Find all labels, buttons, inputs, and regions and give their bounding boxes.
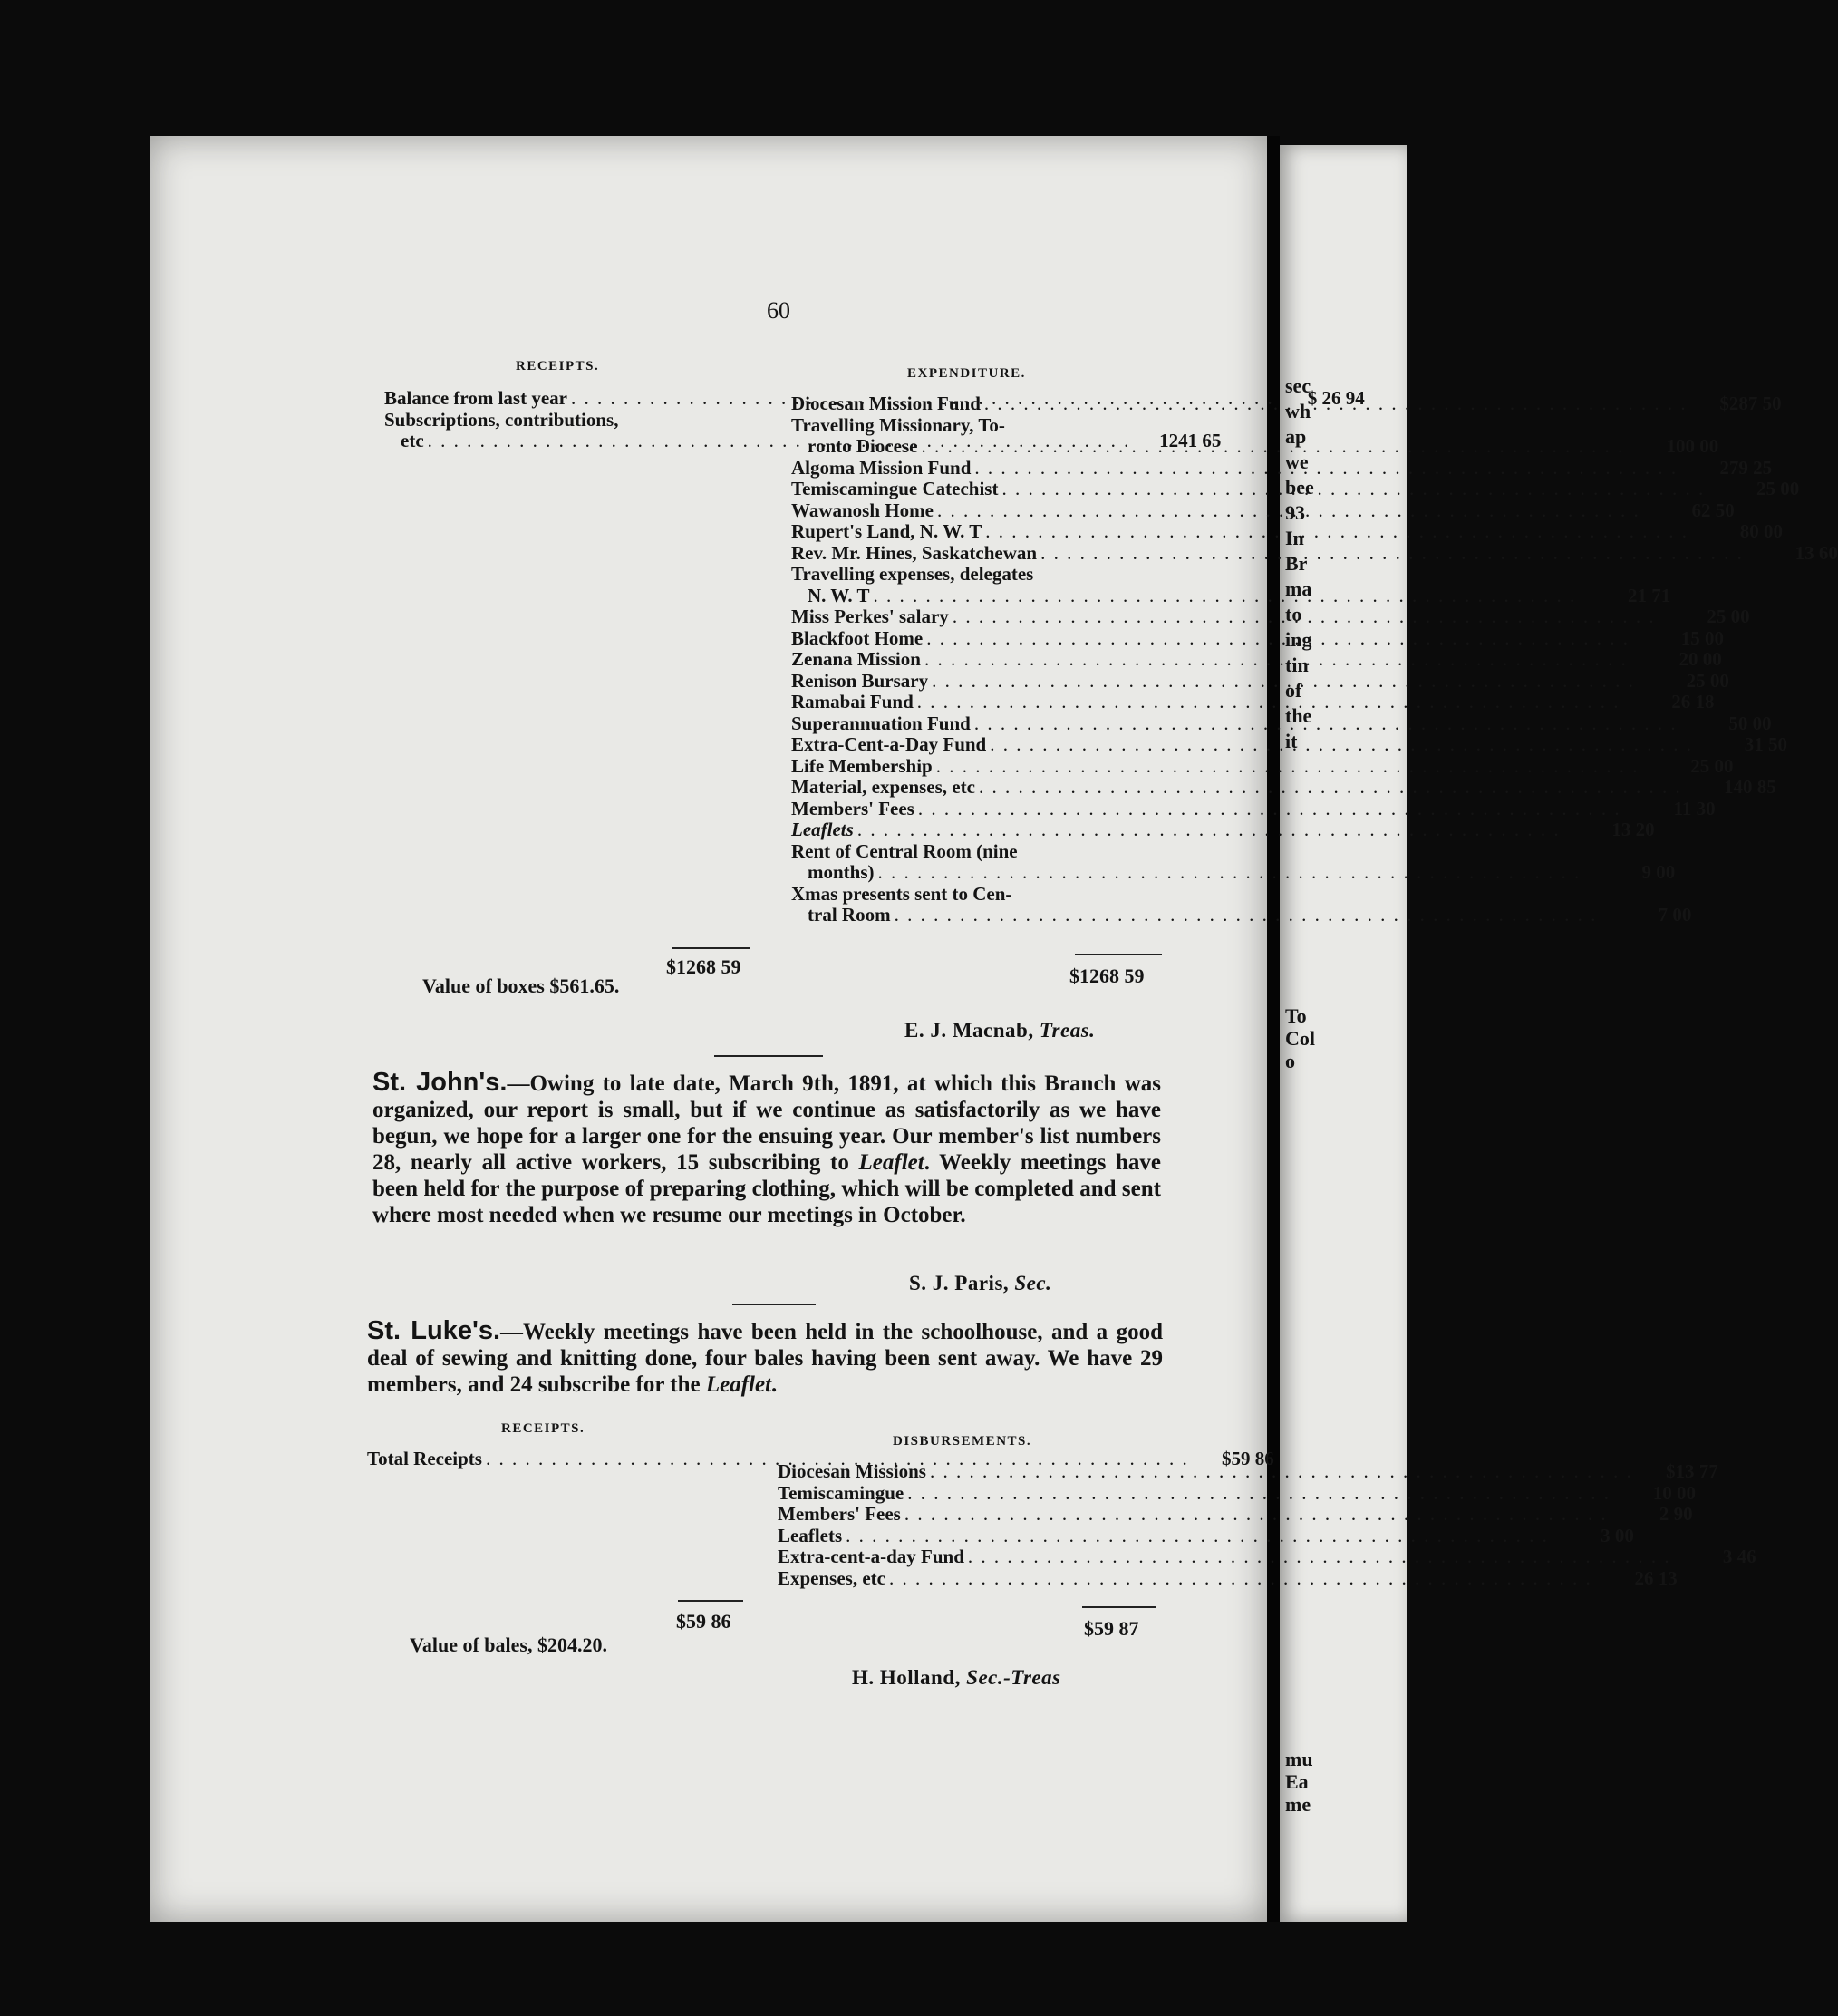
ledger-label: Wawanosh Home — [791, 499, 934, 521]
leaflet-title: Leaflet — [858, 1150, 924, 1175]
disbursements-total-rule — [1082, 1606, 1156, 1608]
disbursements-list — [778, 1460, 1756, 1589]
facing-page-fragment: sec — [1285, 374, 1311, 397]
facing-page-fragment: To — [1285, 1004, 1307, 1027]
ledger-row — [791, 415, 1168, 437]
ledger-amount: 1241 65 — [1159, 430, 1222, 451]
ledger-amount: 25 00 — [1707, 606, 1750, 627]
leader-dots — [1001, 479, 1705, 500]
ledger-label: Life Membership — [791, 754, 933, 777]
leader-dots — [974, 713, 1678, 735]
ledger-row — [791, 691, 1715, 713]
expenditure-heading: EXPENDITURE. — [907, 366, 1026, 381]
st-johns-paragraph — [372, 1070, 1161, 1228]
facing-page-fragments-bottom — [1285, 1748, 1313, 1816]
ledger-label: Zenana Mission — [791, 648, 921, 670]
ledger-label: Members' Fees — [791, 797, 914, 819]
leader-dots — [930, 1461, 1633, 1483]
ledger-amount: 25 00 — [1686, 669, 1729, 692]
ledger-label: Leaflets — [778, 1524, 843, 1546]
ledger-amount: $59 86 — [1221, 1448, 1274, 1469]
ledger-label: Ramabai Fund — [791, 691, 914, 712]
ledger-row — [791, 841, 1168, 863]
ledger-amount: $13 77 — [1665, 1460, 1718, 1482]
ledger-amount: 9 00 — [1641, 861, 1676, 883]
ledger-amount: 26 18 — [1671, 691, 1715, 712]
ledger-label: Renison Bursary — [791, 669, 929, 692]
facing-page-fragment: of — [1285, 679, 1302, 702]
ledger-label: Members' Fees — [778, 1503, 901, 1525]
leader-dots — [857, 819, 1561, 841]
facing-page-fragments-middle — [1285, 1004, 1315, 1072]
ledger-row — [791, 904, 1692, 926]
leader-dots — [936, 756, 1640, 778]
leader-dots — [932, 671, 1635, 693]
leaflet-title: Leaflet — [705, 1372, 772, 1397]
ledger-amount: 3 00 — [1601, 1524, 1634, 1546]
leader-dots — [926, 628, 1630, 650]
ledger-label: Miss Perkes' salary — [791, 606, 949, 627]
ledger-amount: 2 90 — [1659, 1503, 1693, 1525]
facing-page-fragment: 93 — [1285, 501, 1305, 524]
ledger-row — [791, 564, 1168, 586]
leader-dots — [907, 1483, 1611, 1505]
disbursements-total: $59 87 — [1084, 1617, 1139, 1640]
facing-page-fragment: Col — [1285, 1027, 1315, 1050]
ledger-label: Balance from last year — [384, 387, 567, 409]
ledger-amount: 80 00 — [1739, 520, 1784, 542]
ledger-label: Diocesan Mission Fund — [791, 393, 981, 414]
section-divider — [732, 1304, 816, 1305]
leader-dots — [990, 734, 1693, 756]
leader-dots — [979, 777, 1682, 799]
signature-name: H. Holland, — [852, 1666, 961, 1689]
ledger-row — [778, 1481, 1696, 1505]
ledger-amount: 62 50 — [1691, 499, 1735, 521]
facing-page-fragment: bee — [1285, 476, 1314, 499]
facing-page-fragment: Br — [1285, 552, 1308, 575]
ledger-label: tral Room — [808, 904, 891, 926]
ledger-amount: 100 00 — [1666, 435, 1719, 457]
expenditure-total: $1268 59 — [1069, 964, 1145, 987]
leader-dots — [1040, 543, 1744, 565]
facing-page-fragment: mu — [1285, 1748, 1313, 1770]
signature-role: Treas. — [1039, 1019, 1096, 1042]
facing-page-fragment: wh — [1285, 400, 1311, 422]
page-number: 60 — [767, 297, 790, 324]
ledger-row — [791, 884, 1168, 906]
leader-dots — [922, 436, 1625, 458]
ledger-label: Temiscamingue Catechist — [791, 478, 999, 499]
ledger-label: Algoma Mission Fund — [791, 456, 972, 479]
facing-page-fragment: to — [1285, 603, 1302, 625]
ledger-amount: 11 30 — [1673, 797, 1716, 819]
ledger-row — [778, 1503, 1693, 1526]
leader-dots — [968, 1546, 1671, 1568]
facing-page-fragment: the — [1285, 704, 1312, 727]
ledger-label: Blackfoot Home — [791, 626, 924, 649]
ledger-label: Temiscamingue — [778, 1481, 904, 1504]
ledger-amount: 3 46 — [1722, 1546, 1756, 1567]
ledger-row — [778, 1566, 1678, 1590]
ledger-label: Xmas presents sent to Cen- — [791, 882, 1012, 905]
receipts-total: $59 86 — [676, 1610, 731, 1633]
facing-page-fragment: it — [1285, 730, 1298, 752]
facing-page-fragment: In — [1285, 527, 1304, 549]
ledger-amount: 31 50 — [1744, 733, 1787, 755]
receipts-total-rule — [672, 947, 750, 949]
leader-dots — [889, 1568, 1592, 1590]
leader-dots — [918, 799, 1621, 820]
ledger-label: Diocesan Missions — [778, 1460, 926, 1482]
leader-dots — [878, 862, 1582, 884]
value-of-bales-note: Value of bales, $204.20. — [410, 1633, 607, 1656]
st-johns-text: —Owing to late date, March 9th, 1891, at which this Branch was organized, our report is small, but if we continue as satisfactorily as we have begun, we hope for a larger one for the ensuing year. Our member's list numbers 28, nearly all active workers, 15 subscribing to Leaflet. Weekly meetings have been held for the purpose of preparing clothing, which will be completed and sent where most needed when we resume our meetings in October. — [372, 1071, 1161, 1227]
ledger-amount: 7 00 — [1658, 904, 1692, 926]
ledger-amount: 50 00 — [1728, 712, 1772, 734]
signature-role: Sec.-Treas — [966, 1666, 1061, 1689]
ledger-amount: 13 60 — [1794, 541, 1838, 564]
ledger-label: Travelling expenses, delegates — [791, 563, 1034, 585]
ledger-amount: 10 00 — [1652, 1481, 1696, 1504]
leader-dots — [924, 649, 1628, 671]
leader-dots — [985, 521, 1688, 543]
ledger-amount: 21 71 — [1628, 584, 1671, 606]
ledger-row — [791, 819, 1655, 841]
ledger-row — [791, 776, 1776, 799]
leader-dots — [874, 586, 1577, 607]
ledger-amount: 279 25 — [1719, 456, 1773, 479]
leader-dots — [917, 692, 1620, 713]
signature-role: Sec. — [1014, 1272, 1052, 1294]
st-johns-signature — [909, 1272, 1051, 1295]
leader-dots — [846, 1526, 1549, 1547]
facing-page-fragment: o — [1285, 1050, 1295, 1072]
section-divider — [714, 1055, 823, 1057]
ledger-label: Extra-cent-a-day Fund — [778, 1546, 964, 1567]
ledger-amount: $287 50 — [1719, 393, 1782, 414]
ledger-row — [367, 1448, 1274, 1470]
facing-page-fragment: ap — [1285, 425, 1307, 448]
treasurer-signature — [904, 1019, 1095, 1042]
st-lukes-text: —Weekly meetings have been held in the schoolhouse, and a good deal of sewing and knitting done, four bales having been sent away. We have 29 members, and 24 subscribe for the Leaflet. — [367, 1320, 1163, 1397]
ledger-label: Travelling Missionary, To- — [791, 413, 1005, 436]
leader-dots — [904, 1504, 1608, 1526]
leader-dots — [953, 606, 1656, 628]
st-johns-heading: St. John's. — [372, 1068, 508, 1097]
ledger-row — [791, 797, 1716, 820]
ledger-label: Material, expenses, etc — [791, 776, 975, 798]
facing-page-fragment: Ea — [1285, 1770, 1309, 1793]
ledger-amount: 25 00 — [1756, 478, 1800, 499]
ledger-label: Rupert's Land, N. W. T — [791, 520, 982, 542]
expenditure-total-rule — [1075, 954, 1162, 955]
ledger-label: etc — [401, 430, 424, 451]
ledger-label: Extra-Cent-a-Day Fund — [791, 733, 987, 755]
ledger-label: ronto Diocese — [808, 435, 918, 457]
ledger-label: Rev. Mr. Hines, Saskatchewan — [791, 541, 1038, 564]
facing-page-fragment: ing — [1285, 628, 1312, 651]
receipts-total: $1268 59 — [666, 955, 741, 978]
ledger-label: Total Receipts — [367, 1448, 482, 1469]
st-lukes-paragraph — [367, 1318, 1163, 1398]
receipts-list — [367, 1448, 1274, 1470]
ledger-row — [778, 1524, 1634, 1547]
st-lukes-heading: St. Luke's. — [367, 1316, 501, 1345]
ledger-amount: 25 00 — [1690, 754, 1734, 777]
ledger-label: Subscriptions, contributions, — [384, 408, 619, 431]
ledger-label: months) — [808, 861, 875, 883]
signature-name: S. J. Paris, — [909, 1272, 1010, 1294]
ledger-amount: 13 20 — [1611, 819, 1655, 840]
facing-page-fragment: we — [1285, 451, 1309, 473]
leader-dots — [895, 905, 1598, 926]
facing-page-fragment: tin — [1285, 654, 1309, 676]
secretary-treasurer-signature — [852, 1666, 1061, 1690]
ledger-amount: $ 26 94 — [1307, 387, 1365, 409]
receipts-heading: RECEIPTS. — [501, 1421, 585, 1436]
signature-name: E. J. Macnab, — [904, 1019, 1034, 1042]
facing-page-fragment: me — [1285, 1793, 1311, 1816]
ledger-row — [791, 754, 1734, 778]
ledger-label: Rent of Central Room (nine — [791, 839, 1018, 862]
ledger-row — [778, 1460, 1718, 1483]
disbursements-heading: DISBURSEMENTS. — [893, 1434, 1032, 1449]
ledger-amount: 140 85 — [1723, 776, 1776, 798]
ledger-amount: 20 00 — [1678, 648, 1722, 670]
ledger-row — [778, 1546, 1756, 1568]
facing-page-fragment: ma — [1285, 577, 1312, 600]
ledger-label: Superannuation Fund — [791, 712, 971, 734]
ledger-amount: 15 00 — [1680, 626, 1724, 649]
ledger-label: N. W. T — [808, 584, 870, 606]
ledger-label: Leaflets — [791, 819, 854, 840]
ledger-amount: 26 13 — [1634, 1566, 1678, 1589]
receipts-heading: RECEIPTS. — [516, 359, 600, 373]
ledger-row — [384, 410, 763, 431]
leader-dots — [984, 393, 1688, 415]
leader-dots — [937, 500, 1640, 522]
receipts-total-rule — [678, 1600, 743, 1602]
value-of-boxes-note: Value of boxes $561.65. — [422, 974, 620, 997]
ledger-label: Expenses, etc — [778, 1566, 885, 1589]
leader-dots — [974, 458, 1678, 480]
ledger-row — [791, 861, 1676, 884]
